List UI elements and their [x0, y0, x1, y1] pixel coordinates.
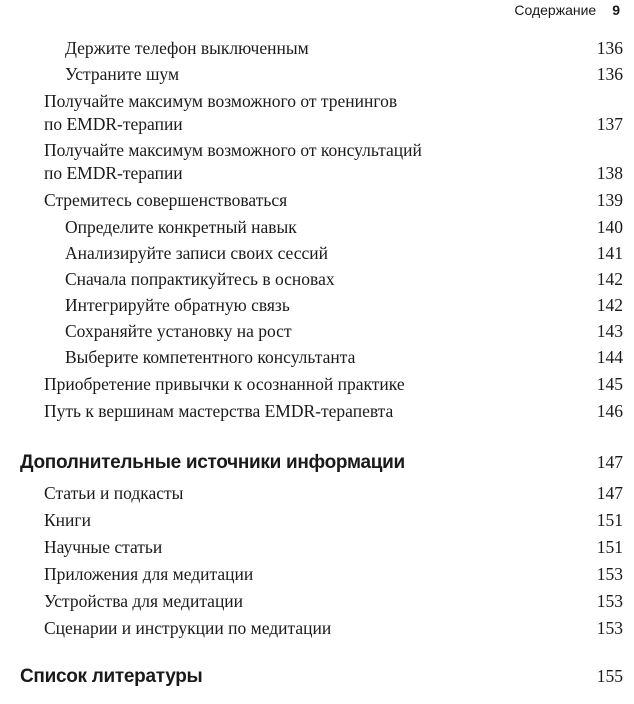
toc-entry-page: 151 [596, 510, 623, 530]
toc-entry-page: 140 [596, 217, 623, 237]
toc-entry-title-continuation: по EMDR-терапии [44, 114, 183, 134]
toc-entry-page: 142 [596, 269, 623, 289]
toc-entry-page: 153 [596, 618, 623, 638]
toc-entry-title-continuation: по EMDR-терапии [44, 163, 183, 183]
toc-entry-page: 146 [596, 401, 623, 421]
toc-entry-title: Держите телефон выключенным [65, 38, 309, 58]
toc-entry-title: Интегрируйте обратную связь [65, 295, 290, 315]
toc-chapter-page: 147 [596, 452, 623, 472]
toc-entry-page: 137 [596, 114, 623, 134]
running-head-section: Содержание [514, 2, 597, 18]
toc-entry-page: 151 [596, 537, 623, 557]
toc-entry-title: Статьи и подкасты [44, 483, 184, 503]
running-head [514, 2, 620, 18]
toc-entry-page: 141 [596, 243, 623, 263]
toc-entry-title: Стремитесь совершенствоваться [44, 190, 288, 210]
toc-entry-title: Научные статьи [44, 537, 163, 557]
toc-entry-page: 144 [596, 347, 623, 367]
toc-entry-page: 145 [596, 374, 623, 394]
toc-entry-page: 142 [596, 295, 623, 315]
toc-entry-title: Сценарии и инструкции по медитации [44, 618, 332, 638]
toc-entry-title: Путь к вершинам мастерства EMDR-терапевта [44, 401, 394, 421]
toc-entry-title: Приложения для медитации [44, 564, 254, 584]
toc-entry-title: Выберите компетентного консультанта [65, 347, 356, 367]
toc-entry-page: 153 [596, 591, 623, 611]
toc-entry-page: 136 [596, 38, 623, 58]
toc-chapter-page: 155 [596, 666, 623, 686]
toc-entry-page: 136 [596, 64, 623, 84]
toc-entry-title: Получайте максимум возможного от тренингов [44, 91, 398, 111]
toc-chapter-title: Дополнительные источники информации [20, 452, 405, 473]
toc-entry-title: Приобретение привычки к осознанной практике [44, 374, 405, 394]
toc-entry-page: 138 [596, 163, 623, 183]
toc-chapter-title: Список литературы [20, 666, 203, 687]
toc-entry-page: 153 [596, 564, 623, 584]
toc-entry-page: 143 [596, 321, 623, 341]
toc-entry-title: Сначала попрактикуйтесь в основах [65, 269, 335, 289]
toc-entry-page: 139 [596, 190, 623, 210]
toc-entry-page: 147 [596, 483, 623, 503]
toc-entry-title: Сохраняйте установку на рост [65, 321, 292, 341]
toc-entry-title: Анализируйте записи своих сессий [65, 243, 329, 263]
toc-entry-title: Устраните шум [65, 64, 180, 84]
toc-entry-title: Определите конкретный навык [65, 217, 297, 237]
page-number: 9 [612, 2, 620, 18]
toc-entry-title: Устройства для медитации [44, 591, 244, 611]
toc-entry-title: Книги [44, 510, 91, 530]
toc-entry-title: Получайте максимум возможного от консультаций [44, 140, 422, 160]
